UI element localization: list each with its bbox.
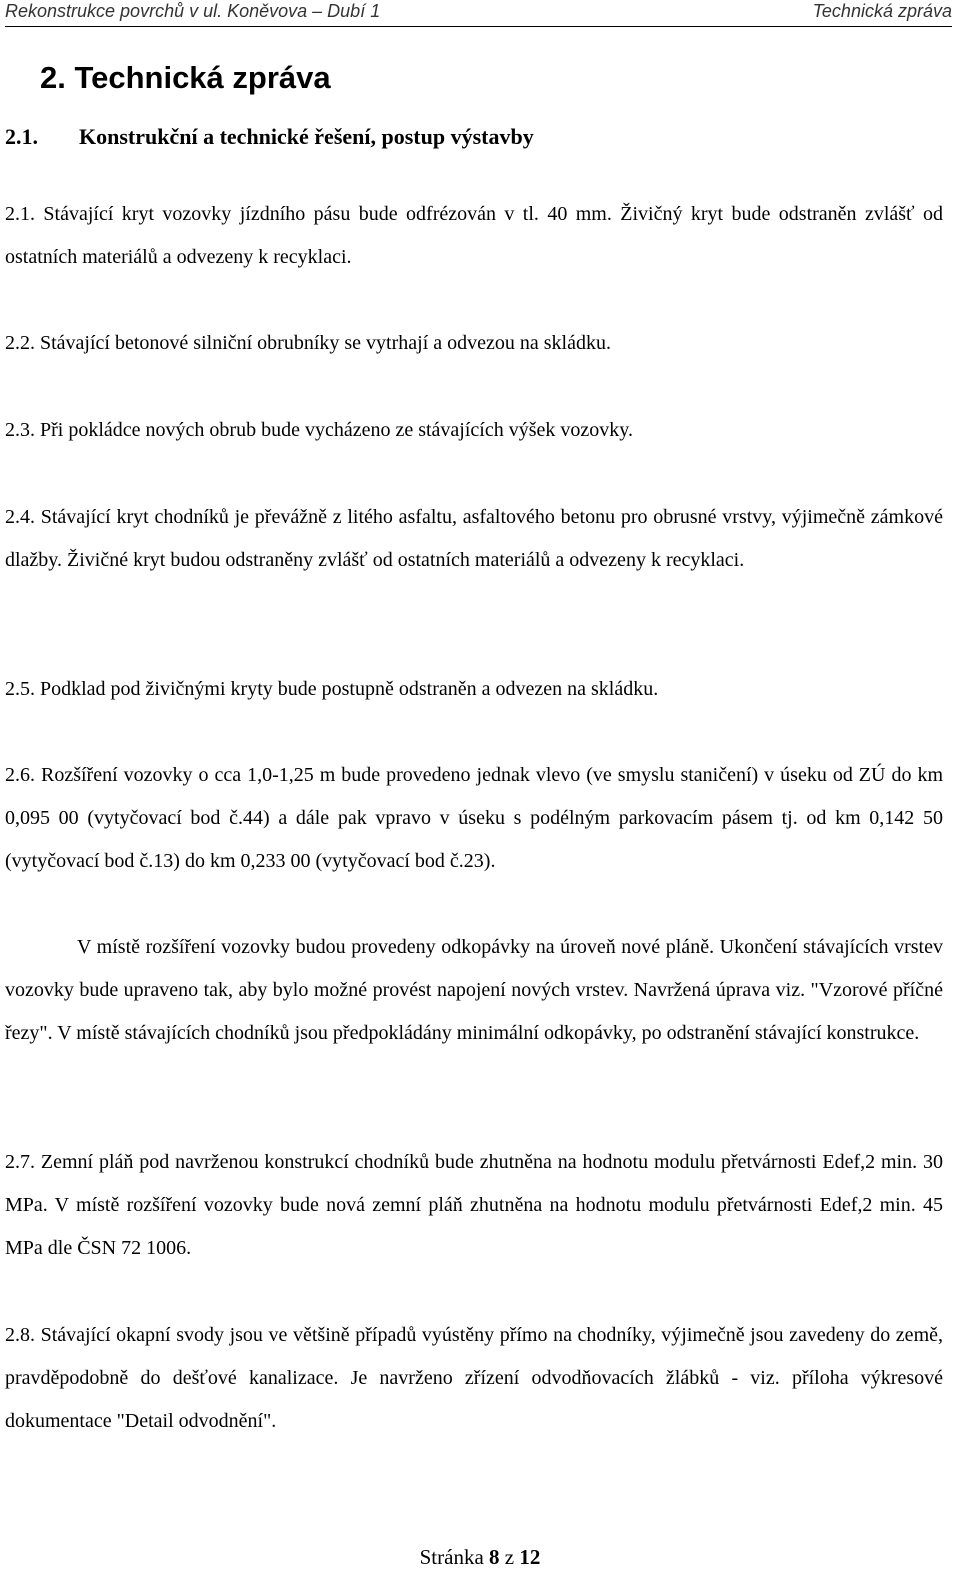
chapter-title: 2. Technická zpráva [40,60,331,95]
section-number: 2.1. [5,124,38,149]
paragraph-2-2: 2.2. Stávající betonové silniční obrubníky se vytrhají a odvezou na skládku. [5,332,611,354]
paragraph-2-5: 2.5. Podklad pod živičnými kryty bude postupně odstraněn a odvezen na skládku. [5,678,659,700]
header-project-title: Rekonstrukce povrchů v ul. Koněvova – Dubí 1 [5,1,381,21]
paragraph-2-6-continued-text: V místě rozšíření vozovky budou provedeny odkopávky na úroveň nové pláně. Ukončení stávajících vrstev vozovky bude upraveno tak, aby bylo možné provést napojení nových vrstev. Navržená úprava viz. "Vzorové příčné řezy". V místě stávajících chodníků jsou předpokládány minimální odkopávky, po odstranění stávající konstrukce. [5,936,943,1044]
section-title: Konstrukční a technické řešení, postup výstavby [79,124,534,149]
page-footer [0,1542,960,1572]
section-heading [5,122,534,152]
footer-page-of: z [504,1545,515,1569]
paragraph-2-6-continued [5,926,943,1055]
page-header [5,0,952,27]
header-document-title: Technická zpráva [812,1,952,21]
paragraph-2-1: 2.1. Stávající kryt vozovky jízdního pásu bude odfrézován v tl. 40 mm. Živičný kryt bude odstraněn zvlášť od ostatních materiálů a odvezeny k recyklaci. [5,203,943,268]
paragraph-2-7: 2.7. Zemní pláň pod navrženou konstrukcí chodníků bude zhutněna na hodnotu modulu přetvárnosti Edef,2 min. 30 MPa. V místě rozšíření vozovky bude nová zemní pláň zhutněna na hodnotu modulu přetvárnosti Edef,2 min. 45 MPa dle ČSN 72 1006. [5,1151,943,1259]
paragraph-2-8: 2.8. Stávající okapní svody jsou ve většině případů vyústěny přímo na chodníky, výjimečně jsou zavedeny do země, pravděpodobně do dešťové kanalizace. Je navrženo zřízení odvodňovacích žlábků - viz. příloha výkresové dokumentace "Detail odvodnění". [5,1324,943,1432]
paragraph-2-3: 2.3. Při pokládce nových obrub bude vycházeno ze stávajících výšek vozovky. [5,419,633,441]
paragraph-2-6: 2.6. Rozšíření vozovky o cca 1,0-1,25 m bude provedeno jednak vlevo (ve smyslu staničení) v úseku od ZÚ do km 0,095 00 (vytyčovací bod č.44) a dále pak vpravo v úseku s podélným parkovacím pásem tj. od km 0,142 50 (vytyčovací bod č.13) do km 0,233 00 (vytyčovací bod č.23). [5,764,943,872]
footer-page-number: 8 [489,1545,500,1569]
footer-page-prefix: Stránka [419,1545,484,1569]
footer-page-total: 12 [519,1545,541,1569]
paragraph-2-4: 2.4. Stávající kryt chodníků je převážně z litého asfaltu, asfaltového betonu pro obrusné vrstvy, výjimečně zámkové dlažby. Živičné kryt budou odstraněny zvlášť od ostatních materiálů a odvezeny k recyklaci. [5,506,943,571]
